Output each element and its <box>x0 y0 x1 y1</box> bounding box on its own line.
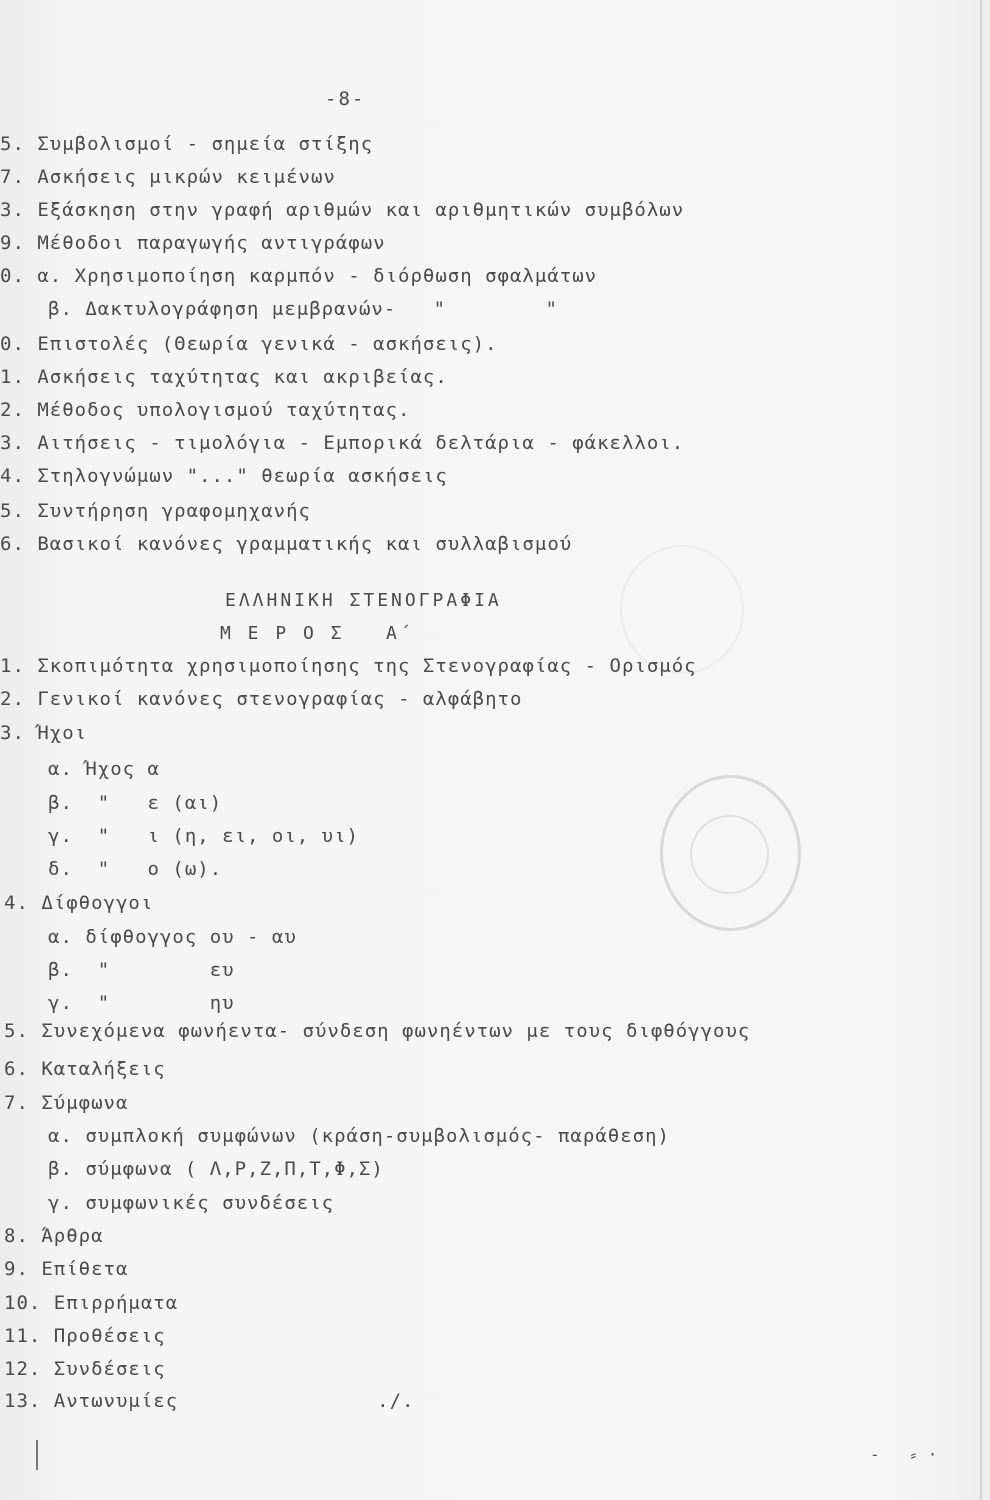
list-item: α. δίφθογγος ου - αυ <box>48 926 297 948</box>
list-item: 3. Ήχοι <box>0 722 88 744</box>
list-item: 4. Στηλογνώμων "..." θεωρία ασκήσεις <box>0 465 448 487</box>
list-item: 12. Συνδέσεις <box>4 1358 166 1380</box>
list-item: 0. Επιστολές (Θεωρία γενικά - ασκήσεις). <box>0 333 498 355</box>
list-item: 3. Εξάσκηση στην γραφή αριθμών και αριθμητικών συμβόλων <box>0 199 685 221</box>
section-heading: ΕΛΛΗΝΙΚΗ ΣΤΕΝΟΓΡΑΦΙΑ <box>225 590 502 611</box>
list-item: β. " ευ <box>48 959 235 981</box>
list-item: 10. Επιρρήματα <box>4 1292 179 1314</box>
margin-mark <box>36 1440 38 1470</box>
list-item: γ. " ι (η, ει, οι, υι) <box>48 825 359 847</box>
end-marks: - ⸗ · <box>870 1445 938 1464</box>
list-item: 7. Ασκήσεις μικρών κειμένων <box>0 166 336 188</box>
list-item: 4. Δίφθογγοι <box>4 892 154 914</box>
list-item: 5. Συνεχόμενα φωνήεντα- σύνδεση φωνηέντων με τους διφθόγγους <box>4 1020 751 1042</box>
list-item: α. Ήχος α <box>48 758 160 780</box>
list-item: 1. Σκοπιμότητα χρησιμοποίησης της Στενογραφίας - Ορισμός <box>0 655 697 677</box>
list-item: 3. Αιτήσεις - τιμολόγια - Εμπορικά δελτάρια - φάκελλοι. <box>0 432 685 454</box>
list-item: 6. Καταλήξεις <box>4 1058 166 1080</box>
list-item: β. Δακτυλογράφηση μεμβρανών- " " <box>48 298 558 320</box>
list-item: γ. " ηυ <box>48 992 235 1014</box>
list-item: 9. Επίθετα <box>4 1258 129 1280</box>
list-item: 11. Προθέσεις <box>4 1325 166 1347</box>
list-item: γ. συμφωνικές συνδέσεις <box>48 1192 335 1214</box>
list-item: 2. Γενικοί κανόνες στενογραφίας - αλφάβητο <box>0 688 523 710</box>
list-item: β. " ε (αι) <box>48 792 223 814</box>
list-item: 7. Σύμφωνα <box>4 1092 129 1114</box>
list-item: 13. Αντωνυμίες ./. <box>4 1390 415 1412</box>
part-heading: Μ Ε Ρ Ο Σ Α΄ <box>220 623 414 644</box>
list-item: δ. " ο (ω). <box>48 858 223 880</box>
list-item: 5. Συντήρηση γραφομηχανής <box>0 500 311 522</box>
list-item: 1. Ασκήσεις ταχύτητας και ακριβείας. <box>0 366 448 388</box>
official-stamp-inner-ring <box>690 815 769 894</box>
list-item: α. συμπλοκή συμφώνων (κράση-συμβολισμός- παράθεση) <box>48 1125 670 1147</box>
list-item: 0. α. Χρησιμοποίηση καρμπόν - διόρθωση σφαλμάτων <box>0 265 598 287</box>
list-item: 6. Βασικοί κανόνες γραμματικής και συλλαβισμού <box>0 533 573 555</box>
list-item: β. σύμφωνα ( Λ,Ρ,Ζ,Π,Τ,Φ,Σ) <box>48 1158 384 1180</box>
list-item: 2. Μέθοδος υπολογισμού ταχύτητας. <box>0 399 411 421</box>
list-item: 8. Άρθρα <box>4 1225 104 1247</box>
list-item: 9. Μέθοδοι παραγωγής αντιγράφων <box>0 232 386 254</box>
page-number: -8- <box>325 88 366 110</box>
page-edge <box>980 0 982 1500</box>
list-item: 5. Συμβολισμοί - σημεία στίξης <box>0 133 374 155</box>
